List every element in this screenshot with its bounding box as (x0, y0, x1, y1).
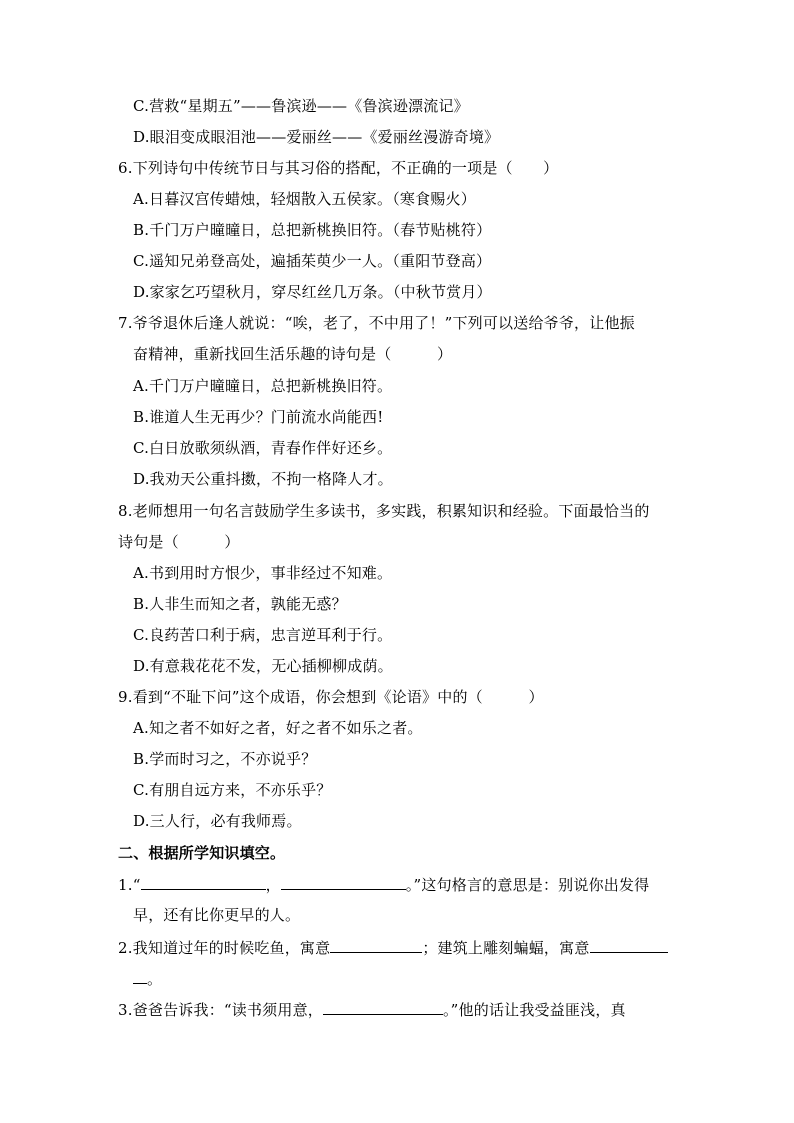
q7-stem-line2: 奋精神，重新找回生活乐趣的诗句是（ ） (133, 345, 453, 363)
q9-option-a: A.知之者不如好之者，好之者不如乐之者。 (133, 719, 423, 737)
fill-1-blank-b[interactable] (281, 874, 406, 890)
fill-1-separator: ， (265, 876, 281, 894)
fill-2-blank-b[interactable] (590, 937, 668, 953)
fill-3-prefix: 3.爸爸告诉我：“读书须用意， (118, 1001, 323, 1019)
q8-option-b: B.人非生而知之者，孰能无惑？ (133, 595, 347, 613)
q6-option-d: D.家家乞巧望秋月，穿尽红丝几万条。（中秋节赏月） (133, 283, 492, 301)
fill-2-mid: ；建筑上雕刻蝙蝠，寓意 (422, 939, 590, 957)
q6-option-b: B.千门万户曈曈日，总把新桃换旧符。（春节贴桃符） (133, 221, 492, 239)
q8-stem-line2: 诗句是（ ） (118, 533, 240, 551)
q5-option-d: D.眼泪变成眼泪池——爱丽丝——《爱丽丝漫游奇境》 (133, 128, 500, 146)
fill-2-blank-b-continued[interactable] (133, 968, 147, 984)
fill-1-line2: 早，还有比你更早的人。 (133, 906, 301, 924)
section-2-heading: 二、根据所学知识填空。 (118, 844, 286, 862)
fill-2-line1 (118, 937, 678, 958)
q6-stem: 6.下列诗句中传统节日与其习俗的搭配，不正确的一项是（ ） (118, 159, 559, 177)
fill-1-blank-a[interactable] (141, 874, 266, 890)
fill-1-prefix: 1.“ (118, 876, 141, 894)
fill-2-line2 (133, 968, 693, 989)
q8-stem-line1: 8.老师想用一句名言鼓励学生多读书，多实践，积累知识和经验。下面最恰当的 (118, 502, 650, 520)
q6-option-a: A.日暮汉宫传蜡烛，轻烟散入五侯家。（寒食赐火） (133, 190, 476, 208)
fill-3-blank[interactable] (323, 999, 443, 1015)
fill-1-line1 (118, 874, 678, 895)
q7-option-d: D.我劝天公重抖擞，不拘一格降人才。 (133, 470, 393, 488)
q7-option-a: A.千门万户曈曈日，总把新桃换旧符。 (133, 377, 393, 395)
q5-option-c: C.营救“星期五”——鲁滨逊——《鲁滨逊漂流记》 (133, 97, 469, 115)
q9-stem: 9.看到“不耻下问”这个成语，你会想到《论语》中的（ ） (118, 688, 544, 706)
q7-stem-line1: 7.爷爷退休后逢人就说：“唉，老了，不中用了！”下列可以送给爷爷，让他振 (118, 314, 635, 332)
q9-option-b: B.学而时习之，不亦说乎？ (133, 750, 317, 768)
fill-2-prefix: 2.我知道过年的时候吃鱼，寓意 (118, 939, 331, 957)
fill-3-after: 。”他的话让我受益匪浅，真 (442, 1001, 626, 1019)
q9-option-d: D.三人行，必有我师焉。 (133, 812, 302, 830)
q8-option-c: C.良药苦口利于病，忠言逆耳利于行。 (133, 626, 393, 644)
fill-1-after: 。”这句格言的意思是：别说你出发得 (405, 876, 650, 894)
q9-option-c: C.有朋自远方来，不亦乐乎？ (133, 781, 332, 799)
q7-option-b: B.谁道人生无再少？门前流水尚能西! (133, 408, 384, 426)
q6-option-c: C.遥知兄弟登高处，遍插茱萸少一人。（重阳节登高） (133, 252, 492, 270)
fill-2-blank-a[interactable] (330, 937, 422, 953)
q8-option-a: A.书到用时方恨少，事非经过不知难。 (133, 564, 393, 582)
q7-option-c: C.白日放歌须纵酒，青春作伴好还乡。 (133, 439, 393, 457)
fill-3-line1 (118, 999, 678, 1020)
q8-option-d: D.有意栽花花不发，无心插柳柳成荫。 (133, 657, 393, 675)
fill-2-line2-end: 。 (147, 970, 163, 988)
